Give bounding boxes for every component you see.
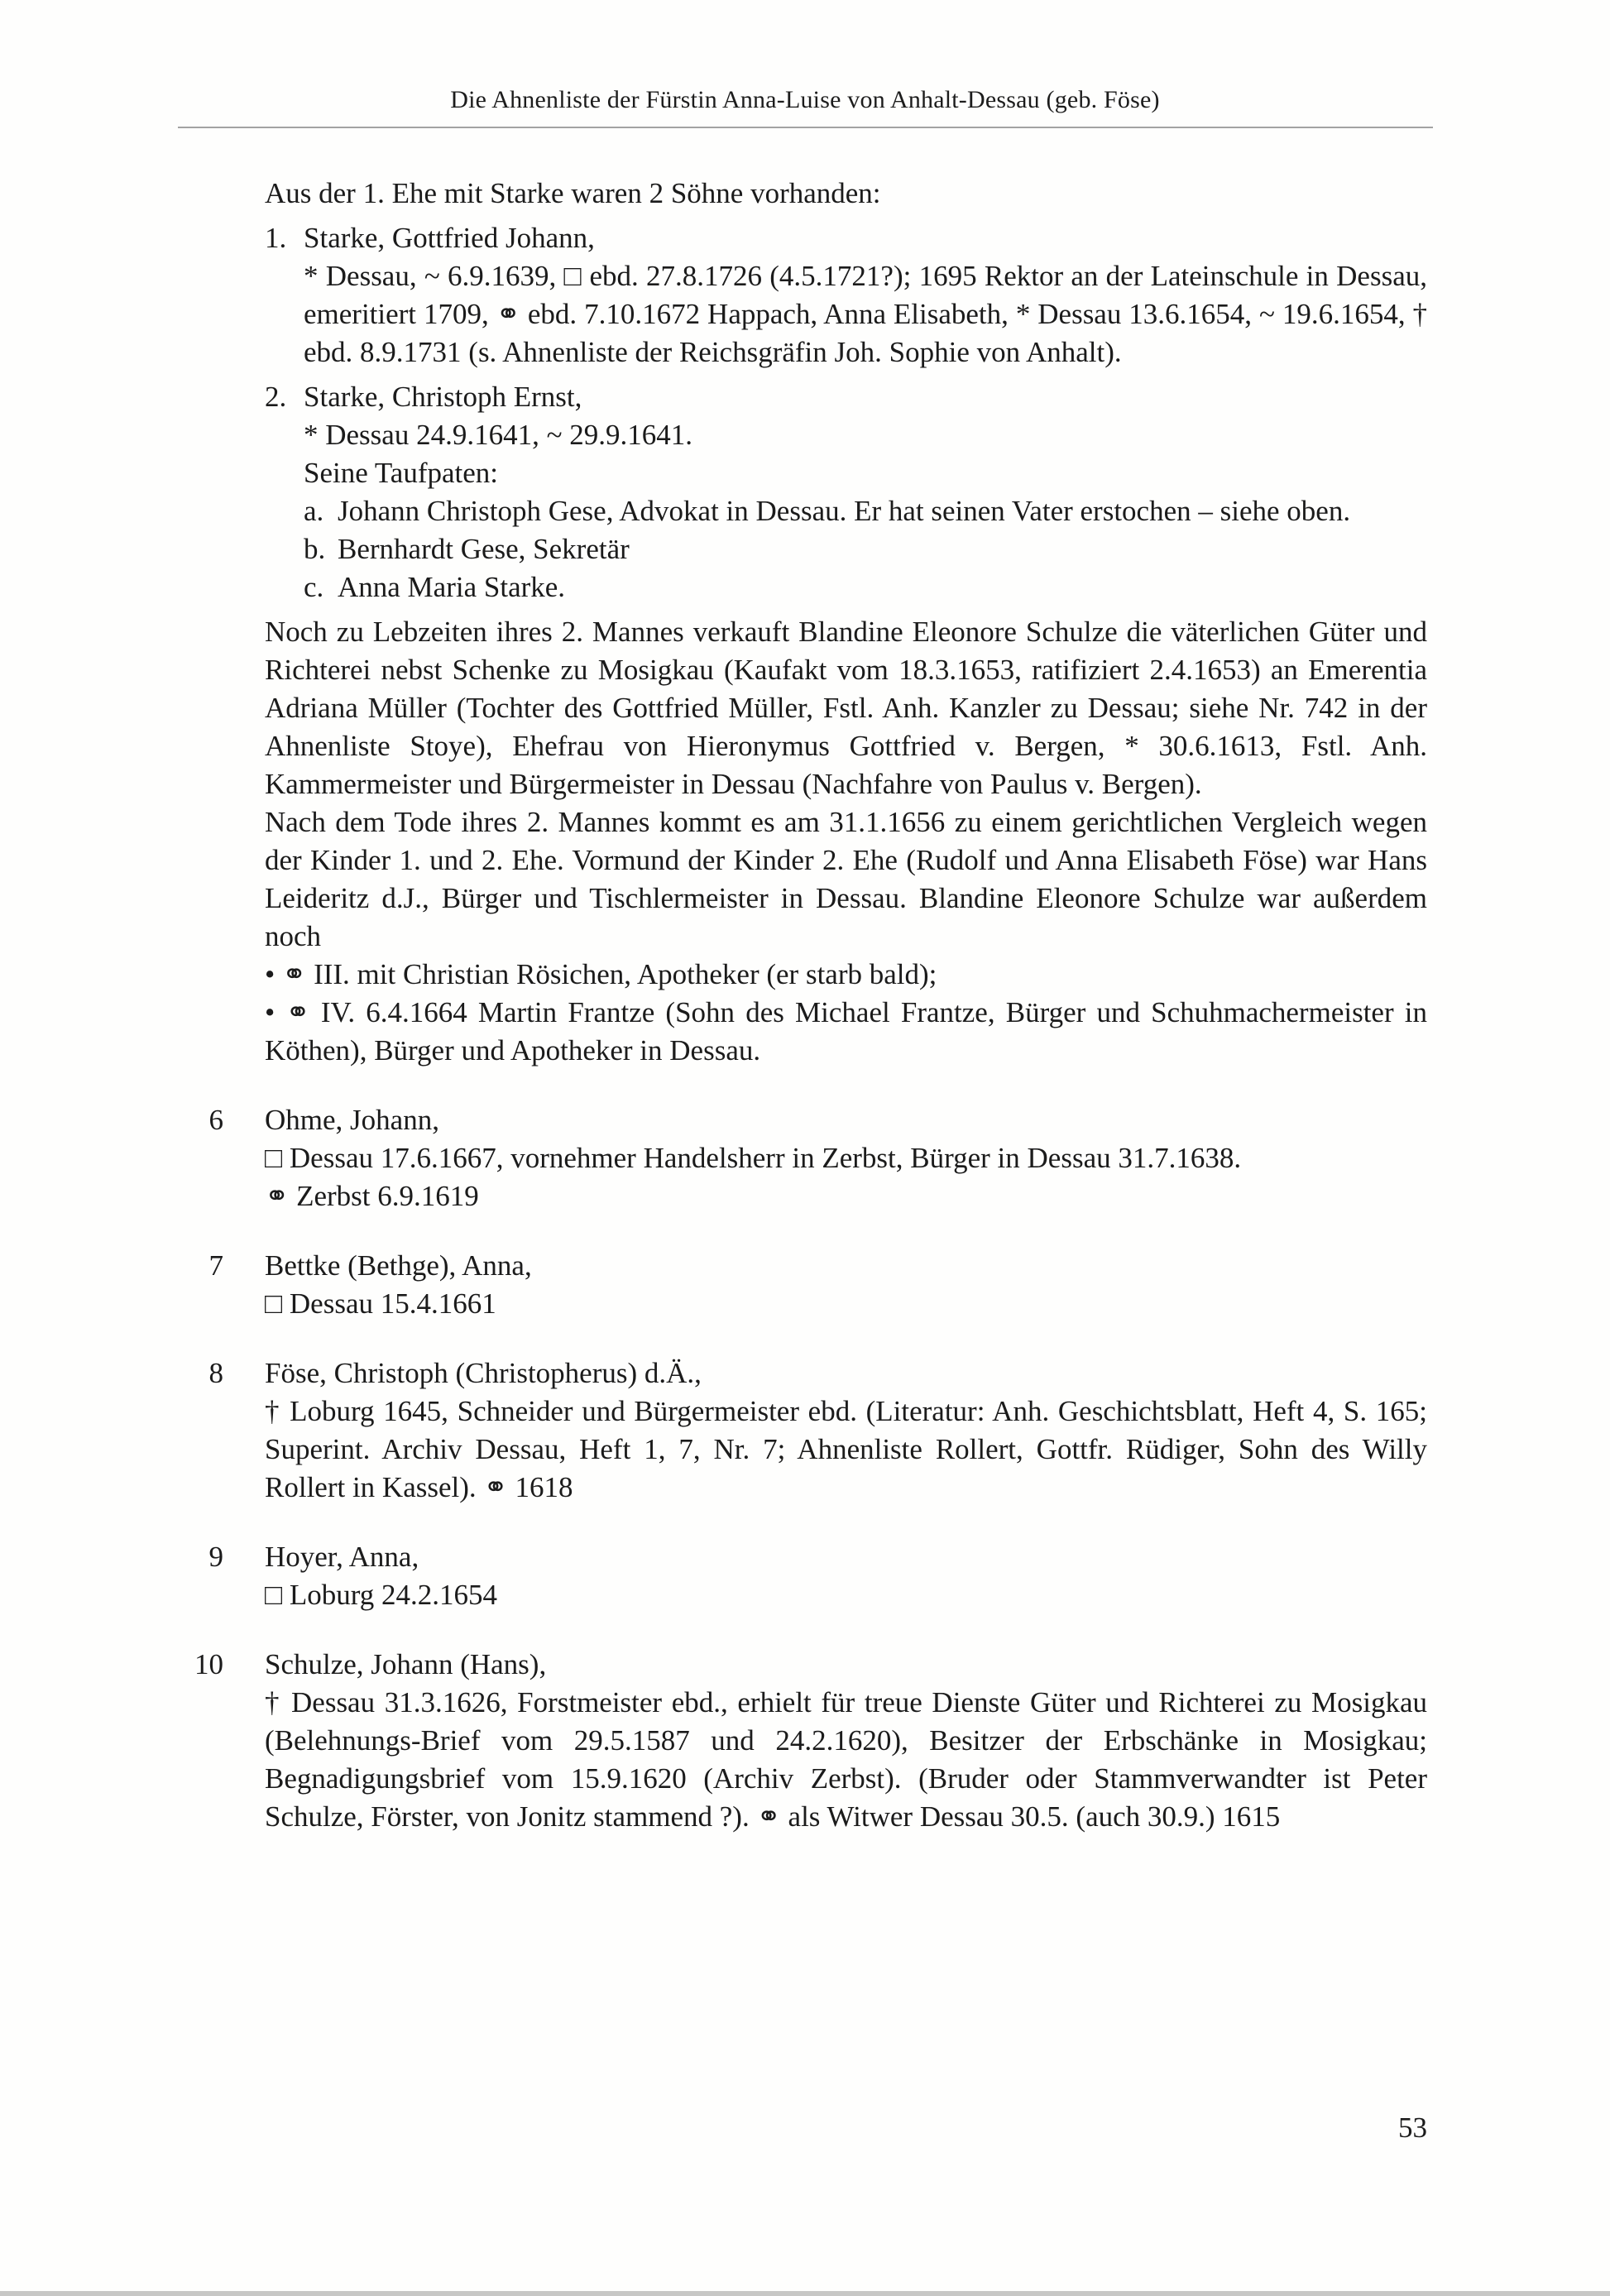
son-number: 2. [265, 381, 287, 413]
ancestor-entry-9 [208, 1538, 1427, 1614]
godparent-text: Anna Maria Starke. [338, 571, 566, 603]
ancestor-number: 8 [208, 1357, 223, 1389]
son-head [265, 378, 1427, 416]
page-number: 53 [1398, 2111, 1427, 2144]
ancestor-number: 6 [208, 1104, 223, 1136]
ancestor-number: 9 [208, 1541, 223, 1573]
son-name: Starke, Gottfried Johann, [304, 222, 595, 254]
godparent-item [304, 530, 1427, 568]
son-body [304, 416, 1427, 606]
page-header-title: Die Ahnenliste der Fürstin Anna-Luise von Anhalt-Dessau (geb. Föse) [450, 86, 1160, 113]
header-rule [178, 127, 1433, 128]
paragraph: Noch zu Lebzeiten ihres 2. Mannes verkauft Blandine Eleonore Schulze die väterlichen Güter und Richterei nebst Schenke zu Mosigkau (Kaufakt vom 18.3.1653, ratifiziert 2.4.1653) an Emerentia Adriana Müller (Tochter des Gottfried Müller, Fstl. Anh. Kanzler zu Dessau; siehe Nr. 742 in der Ahnenliste Stoye), Ehefrau von Hieronymus Gottfried v. Bergen, * 30.6.1613, Fstl. Anh. Kammermeister und Bürgermeister in Dessau (Nachfahre von Paulus v. Bergen). [265, 616, 1427, 800]
ancestor-detail-line: □ Loburg 24.2.1654 [265, 1579, 498, 1611]
godparent-text: Bernhardt Gese, Sekretär [338, 533, 630, 565]
ancestor-name: Bettke (Bethge), Anna, [265, 1249, 532, 1282]
marriage-note: • ⚭ III. mit Christian Rösichen, Apotheker (er starb bald); [265, 958, 937, 990]
godparent-item [304, 568, 1427, 606]
ancestor-detail-line: □ Dessau 17.6.1667, vornehmer Handelsherr in Zerbst, Bürger in Dessau 31.7.1638. [265, 1142, 1242, 1174]
godparent-label: c. [304, 571, 324, 603]
ancestor-name: Hoyer, Anna, [265, 1541, 419, 1573]
godparent-label: b. [304, 533, 326, 565]
godparent-item [304, 492, 1427, 530]
ancestor-entry-8 [208, 1354, 1427, 1507]
godparents-heading: Seine Taufpaten: [304, 457, 499, 489]
ancestor-number: 10 [194, 1648, 223, 1680]
ancestor-number: 7 [208, 1249, 223, 1282]
page-content [194, 175, 1427, 1836]
ancestor-marriage-line: ⚭ Zerbst 6.9.1619 [265, 1180, 479, 1212]
godparent-text: Johann Christoph Gese, Advokat in Dessau. Er hat seinen Vater erstochen – siehe oben. [338, 495, 1351, 527]
scan-bottom-edge [0, 2291, 1610, 2296]
intro-line: Aus der 1. Ehe mit Starke waren 2 Söhne vorhanden: [265, 177, 881, 209]
marriage-note: • ⚭ IV. 6.4.1664 Martin Frantze (Sohn des Michael Frantze, Bürger und Schuhmachermeister in Köthen), Bürger und Apotheker in Dessau. [265, 996, 1427, 1067]
godparent-label: a. [304, 495, 324, 527]
ancestor-entry-7 [208, 1247, 1427, 1323]
ancestor-entry-10 [194, 1646, 1427, 1836]
running-header [0, 0, 1610, 128]
son-name: Starke, Christoph Ernst, [304, 381, 582, 413]
ancestor-name: Schulze, Johann (Hans), [265, 1648, 547, 1680]
ancestor-name: Ohme, Johann, [265, 1104, 439, 1136]
son-entry-1 [265, 219, 1427, 371]
son-head [265, 219, 1427, 257]
son-entry-2 [265, 378, 1427, 606]
son-number: 1. [265, 222, 287, 254]
ancestor-detail-line: † Loburg 1645, Schneider und Bürgermeister ebd. (Literatur: Anh. Geschichtsblatt, Heft 4, S. 165; Superint. Archiv Dessau, Heft 1, 7, Nr. 7; Ahnenliste Rollert, Gottfr. Rüdiger, Sohn des Willy Rollert in Kassel). ⚭ 1618 [265, 1395, 1427, 1503]
paragraph: Nach dem Tode ihres 2. Mannes kommt es am 31.1.1656 zu einem gerichtlichen Vergleich wegen der Kinder 1. und 2. Ehe. Vormund der Kinder 2. Ehe (Rudolf und Anna Elisabeth Föse) war Hans Leideritz d.J., Bürger und Tischlermeister in Dessau. Blandine Eleonore Schulze war außerdem noch [265, 806, 1427, 952]
son-details: * Dessau 24.9.1641, ~ 29.9.1641. [304, 419, 693, 451]
ancestor-entry-6 [208, 1101, 1427, 1215]
ancestor-name: Föse, Christoph (Christopherus) d.Ä., [265, 1357, 702, 1389]
ancestor-detail-line: † Dessau 31.3.1626, Forstmeister ebd., erhielt für treue Dienste Güter und Richterei zu Mosigkau (Belehnungs-Brief vom 29.5.1587 und 24.2.1620), Besitzer der Erbschänke in Mosigkau; Begnadigungsbrief vom 15.9.1620 (Archiv Zerbst). (Bruder oder Stammverwandter ist Peter Schulze, Förster, von Jonitz stammend ?). ⚭ als Witwer Dessau 30.5. (auch 30.9.) 1615 [265, 1686, 1427, 1833]
ancestor-detail-line: □ Dessau 15.4.1661 [265, 1287, 496, 1320]
son-details: * Dessau, ~ 6.9.1639, □ ebd. 27.8.1726 (4.5.1721?); 1695 Rektor an der Lateinschule in Dessau, emeritiert 1709, ⚭ ebd. 7.10.1672 Happach, Anna Elisabeth, * Dessau 13.6.1654, ~ 19.6.1654, † ebd. 8.9.1731 (s. Ahnenliste der Reichsgräfin Joh. Sophie von Anhalt). [304, 260, 1427, 368]
